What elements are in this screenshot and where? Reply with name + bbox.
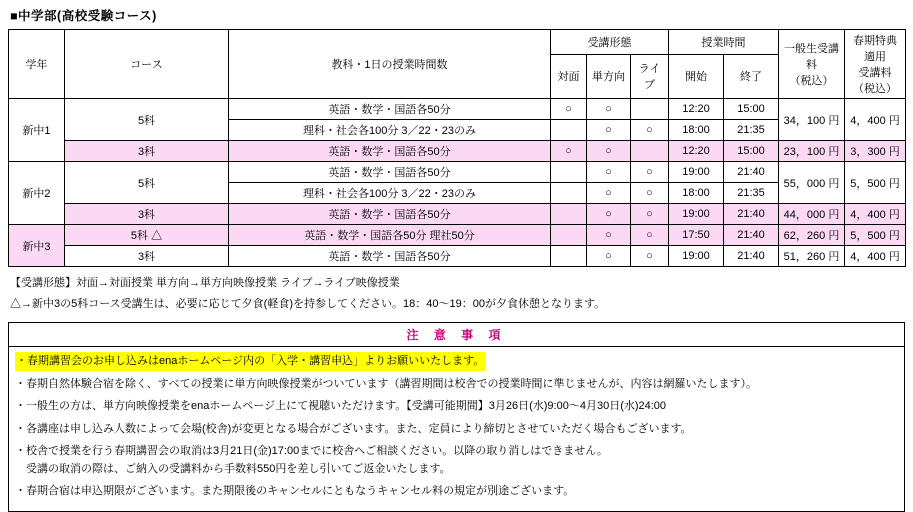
cell-start: 19:00 bbox=[669, 246, 724, 267]
cell-end: 21:40 bbox=[724, 246, 779, 267]
cell-fee-special: 5，500 円 bbox=[845, 225, 906, 246]
cell-end: 21:40 bbox=[724, 162, 779, 183]
header-fee-normal-line2: （税込） bbox=[789, 75, 834, 87]
cell-inperson bbox=[551, 246, 587, 267]
cell-inperson bbox=[551, 120, 587, 141]
header-format-group: 受講形態 bbox=[551, 30, 669, 55]
course-schedule-table bbox=[8, 29, 906, 267]
cell-subjects: 英語・数学・国語各50分 bbox=[229, 99, 551, 120]
cell-inperson bbox=[551, 183, 587, 204]
attention-body bbox=[9, 347, 904, 510]
cell-inperson bbox=[551, 225, 587, 246]
cell-fee-normal: 44，000 円 bbox=[779, 204, 845, 225]
cell-fee-normal: 62，260 円 bbox=[779, 225, 845, 246]
cell-course: 3科 bbox=[65, 204, 229, 225]
cell-inperson bbox=[551, 204, 587, 225]
cell-fee-special: 3，300 円 bbox=[845, 141, 906, 162]
cell-inperson: ○ bbox=[551, 141, 587, 162]
cell-live: ○ bbox=[631, 204, 669, 225]
cell-oneway: ○ bbox=[587, 204, 631, 225]
cell-subjects: 英語・数学・国語各50分 理社50分 bbox=[229, 225, 551, 246]
cell-course: 3科 bbox=[65, 246, 229, 267]
cell-course: 5科 △ bbox=[65, 225, 229, 246]
cell-grade: 新中2 bbox=[9, 162, 65, 225]
cell-start: 18:00 bbox=[669, 120, 724, 141]
cell-live: ○ bbox=[631, 183, 669, 204]
page-title: ■中学部(高校受験コース) bbox=[10, 9, 157, 23]
table-row bbox=[9, 99, 906, 120]
cell-oneway: ○ bbox=[587, 99, 631, 120]
header-fee-special bbox=[845, 30, 906, 99]
cell-live bbox=[631, 141, 669, 162]
table-footnotes bbox=[10, 274, 905, 313]
cell-subjects: 英語・数学・国語各50分 bbox=[229, 204, 551, 225]
header-fee-special-line1: 春期特典適用 bbox=[853, 35, 897, 63]
cell-oneway: ○ bbox=[587, 183, 631, 204]
table-row bbox=[9, 204, 906, 225]
header-format-oneway: 単方向 bbox=[587, 54, 631, 98]
cell-live: ○ bbox=[631, 162, 669, 183]
cell-fee-special: 4，400 円 bbox=[845, 204, 906, 225]
header-time-end: 終了 bbox=[724, 54, 779, 98]
cell-grade: 新中3 bbox=[9, 225, 65, 267]
cell-grade: 新中1 bbox=[9, 99, 65, 162]
cell-oneway: ○ bbox=[587, 246, 631, 267]
attention-item: ・春期自然体験合宿を除く、すべての授業に単方向映像授業がついています（講習期間は校舎での授業時間に準じませんが、内容は網羅いたします）。 bbox=[15, 378, 758, 391]
cell-start: 17:50 bbox=[669, 225, 724, 246]
header-grade: 学年 bbox=[9, 30, 65, 99]
header-time-group: 授業時間 bbox=[669, 30, 779, 55]
cell-end: 21:40 bbox=[724, 204, 779, 225]
cell-course: 5科 bbox=[65, 99, 229, 141]
header-format-live: ライブ bbox=[631, 54, 669, 98]
cell-fee-normal: 23，100 円 bbox=[779, 141, 845, 162]
attention-item: ・春期合宿は申込期限がございます。また期限後のキャンセルにともなうキャンセル料の規定が別途ございます。 bbox=[15, 484, 575, 497]
cell-fee-normal: 51，260 円 bbox=[779, 246, 845, 267]
cell-fee-special: 4，400 円 bbox=[845, 246, 906, 267]
cell-start: 18:00 bbox=[669, 183, 724, 204]
cell-fee-normal: 55，000 円 bbox=[779, 162, 845, 204]
footnote-dinner-break: △→新中3の5科コース受講生は、必要に応じて夕食(軽食)を持参してください。18：40～19：00が夕食休憩となります。 bbox=[10, 297, 606, 310]
attention-item: ・校舎で授業を行う春期講習会の取消は3月21日(金)17:00までに校舎へご相談ください。以降の取り消しはできません。 bbox=[15, 444, 608, 457]
table-row bbox=[9, 162, 906, 183]
cell-subjects: 英語・数学・国語各50分 bbox=[229, 162, 551, 183]
cell-fee-special: 5，500 円 bbox=[845, 162, 906, 204]
table-row bbox=[9, 246, 906, 267]
cell-end: 21:40 bbox=[724, 225, 779, 246]
cell-start: 19:00 bbox=[669, 162, 724, 183]
attention-item: ・各講座は申し込み人数によって会場(校舎)が変更となる場合がございます。また、定員により締切とさせていただく場合もございます。 bbox=[15, 422, 692, 435]
attention-box bbox=[8, 322, 905, 511]
header-fee-special-line2: 受講料（税込） bbox=[853, 67, 897, 95]
cell-end: 15:00 bbox=[724, 99, 779, 120]
cell-course: 3科 bbox=[65, 141, 229, 162]
cell-start: 19:00 bbox=[669, 204, 724, 225]
table-header-row-1 bbox=[9, 30, 906, 55]
attention-item-text-highlighted: ・春期講習会のお申し込みはenaホームページ内の「入学・講習申込」よりお願いいたします。 bbox=[15, 352, 485, 371]
table-header bbox=[9, 30, 906, 99]
header-fee-normal-line1: 一般生受講料 bbox=[784, 43, 839, 71]
cell-oneway: ○ bbox=[587, 141, 631, 162]
header-fee-normal bbox=[779, 30, 845, 99]
cell-end: 15:00 bbox=[724, 141, 779, 162]
cell-end: 21:35 bbox=[724, 183, 779, 204]
header-format-inperson: 対面 bbox=[551, 54, 587, 98]
table-row bbox=[9, 141, 906, 162]
attention-item-continuation: 受講の取消の際は、ご納入の受講料から手数料550円を差し引いてご返金いたします。 bbox=[26, 462, 451, 475]
cell-live: ○ bbox=[631, 225, 669, 246]
cell-start: 12:20 bbox=[669, 99, 724, 120]
table-row bbox=[9, 225, 906, 246]
attention-item bbox=[15, 352, 898, 371]
cell-oneway: ○ bbox=[587, 120, 631, 141]
cell-end: 21:35 bbox=[724, 120, 779, 141]
cell-inperson: ○ bbox=[551, 99, 587, 120]
cell-fee-special: 4，400 円 bbox=[845, 99, 906, 141]
cell-oneway: ○ bbox=[587, 162, 631, 183]
header-time-start: 開始 bbox=[669, 54, 724, 98]
cell-course: 5科 bbox=[65, 162, 229, 204]
cell-subjects: 理科・社会各100分 3／22・23のみ bbox=[229, 120, 551, 141]
header-course: コース bbox=[65, 30, 229, 99]
attention-item: ・一般生の方は、単方向映像授業をenaホームページ上にて視聴いただけます。【受講可能期間】3月26日(水)9:00～4月30日(水)24:00 bbox=[15, 400, 667, 413]
table-body bbox=[9, 99, 906, 267]
cell-start: 12:20 bbox=[669, 141, 724, 162]
cell-fee-normal: 34，100 円 bbox=[779, 99, 845, 141]
cell-live: ○ bbox=[631, 120, 669, 141]
cell-inperson bbox=[551, 162, 587, 183]
header-subjects: 教科・1日の授業時間数 bbox=[229, 30, 551, 99]
cell-oneway: ○ bbox=[587, 225, 631, 246]
cell-live: ○ bbox=[631, 246, 669, 267]
footnote-format-legend: 【受講形態】対面→対面授業 単方向→単方向映像授業 ライブ→ライブ映像授業 bbox=[10, 277, 400, 289]
cell-subjects: 英語・数学・国語各50分 bbox=[229, 141, 551, 162]
cell-subjects: 英語・数学・国語各50分 bbox=[229, 246, 551, 267]
cell-live bbox=[631, 99, 669, 120]
cell-subjects: 理科・社会各100分 3／22・23のみ bbox=[229, 183, 551, 204]
attention-heading: 注 意 事 項 bbox=[9, 323, 904, 347]
